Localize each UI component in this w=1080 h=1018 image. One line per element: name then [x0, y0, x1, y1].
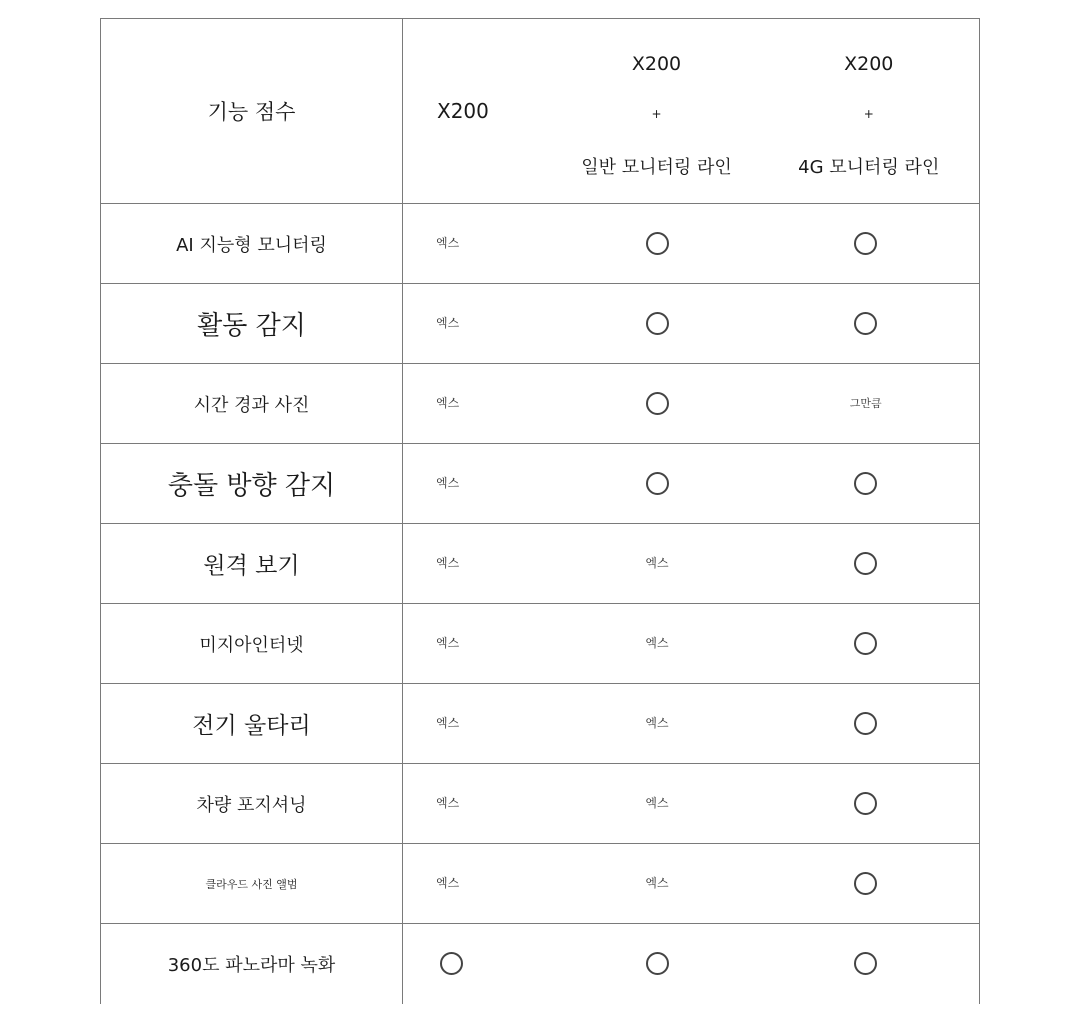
not-supported-mark: 엑스	[645, 636, 669, 650]
x200-normal-support-cell	[555, 924, 765, 1004]
table-row	[101, 364, 980, 444]
x200-4g-support-cell	[765, 204, 980, 284]
supported-circle-icon	[854, 792, 877, 815]
table-row	[101, 284, 980, 364]
x200-4g-support-cell	[765, 524, 980, 604]
x200-normal-support-cell	[555, 444, 765, 524]
supported-circle-icon	[854, 712, 877, 735]
x200-4g-support-cell	[765, 844, 980, 924]
x200-normal-plus-label: +	[651, 107, 662, 121]
not-supported-mark: 엑스	[645, 556, 669, 570]
not-supported-mark: 엑스	[645, 796, 669, 810]
x200-support-cell	[403, 764, 555, 844]
not-supported-mark: 엑스	[436, 796, 460, 810]
not-supported-mark: 엑스	[436, 636, 460, 650]
feature-name-cell: 미지아인터넷	[101, 604, 403, 684]
x200-4g-support-cell	[765, 684, 980, 764]
x200-support-cell	[403, 284, 555, 364]
x200-support-cell	[403, 364, 555, 444]
x200-normal-support-cell	[555, 684, 765, 764]
supported-circle-icon	[646, 952, 669, 975]
not-supported-mark: 엑스	[645, 876, 669, 890]
x200-4g-line-label: 4G 모니터링 라인	[798, 157, 940, 178]
supported-circle-icon	[646, 312, 669, 335]
feature-name-cell: 충돌 방향 감지	[101, 444, 403, 524]
supported-circle-icon	[854, 232, 877, 255]
table-body	[101, 204, 980, 1004]
supported-circle-icon	[646, 472, 669, 495]
feature-name-cell: 원격 보기	[101, 524, 403, 604]
table-row	[101, 844, 980, 924]
x200-normal-support-cell	[555, 764, 765, 844]
feature-name-cell: 360도 파노라마 녹화	[101, 924, 403, 1004]
x200-4g-support-cell	[765, 364, 980, 444]
not-supported-mark: 엑스	[436, 396, 460, 410]
x200-normal-line-column-header	[555, 19, 765, 204]
not-supported-mark: 엑스	[436, 556, 460, 570]
header-row	[101, 19, 980, 204]
feature-comparison-table	[100, 18, 980, 1004]
x200-4g-plus-label: +	[863, 107, 874, 121]
not-supported-mark: 엑스	[645, 716, 669, 730]
supported-circle-icon	[646, 392, 669, 415]
feature-column-header: 기능 점수	[101, 19, 403, 204]
x200-support-cell	[403, 924, 555, 1004]
x200-normal-support-cell	[555, 364, 765, 444]
x200-normal-support-cell	[555, 284, 765, 364]
x200-4g-support-cell	[765, 604, 980, 684]
x200-4g-support-cell	[765, 924, 980, 1004]
not-supported-mark: 엑스	[436, 316, 460, 330]
support-note-mark: 그만큼	[849, 397, 882, 410]
table-header	[101, 19, 980, 204]
supported-circle-icon	[646, 232, 669, 255]
table-row	[101, 684, 980, 764]
x200-4g-model-label: X200	[844, 53, 894, 75]
x200-support-cell	[403, 604, 555, 684]
feature-name-cell: 전기 울타리	[101, 684, 403, 764]
table-row	[101, 204, 980, 284]
x200-4g-support-cell	[765, 284, 980, 364]
not-supported-mark: 엑스	[436, 716, 460, 730]
x200-normal-support-cell	[555, 604, 765, 684]
feature-name-cell: AI 지능형 모니터링	[101, 204, 403, 284]
x200-normal-model-label: X200	[631, 53, 682, 75]
table-row	[101, 524, 980, 604]
not-supported-mark: 엑스	[436, 876, 460, 890]
supported-circle-icon	[854, 312, 877, 335]
supported-circle-icon	[854, 472, 877, 495]
table-row	[101, 444, 980, 524]
x200-4g-line-column-header	[765, 19, 980, 204]
table-row	[101, 764, 980, 844]
supported-circle-icon	[440, 952, 463, 975]
x200-support-cell	[403, 524, 555, 604]
x200-normal-support-cell	[555, 204, 765, 284]
supported-circle-icon	[854, 632, 877, 655]
feature-name-cell: 클라우드 사진 앨범	[101, 844, 403, 924]
supported-circle-icon	[854, 872, 877, 895]
supported-circle-icon	[854, 952, 877, 975]
x200-support-cell	[403, 204, 555, 284]
x200-support-cell	[403, 444, 555, 524]
comparison-table-wrapper	[100, 18, 979, 1018]
feature-name-cell: 차량 포지셔닝	[101, 764, 403, 844]
table-row	[101, 924, 980, 1004]
x200-4g-support-cell	[765, 764, 980, 844]
not-supported-mark: 엑스	[436, 476, 460, 490]
not-supported-mark: 엑스	[436, 236, 460, 250]
feature-name-cell: 활동 감지	[101, 284, 403, 364]
x200-4g-support-cell	[765, 444, 980, 524]
x200-support-cell	[403, 844, 555, 924]
x200-normal-line-label: 일반 모니터링 라인	[581, 157, 732, 178]
x200-normal-support-cell	[555, 844, 765, 924]
table-row	[101, 604, 980, 684]
feature-name-cell: 시간 경과 사진	[101, 364, 403, 444]
x200-normal-support-cell	[555, 524, 765, 604]
x200-support-cell	[403, 684, 555, 764]
x200-column-header: X200	[403, 19, 555, 204]
supported-circle-icon	[854, 552, 877, 575]
